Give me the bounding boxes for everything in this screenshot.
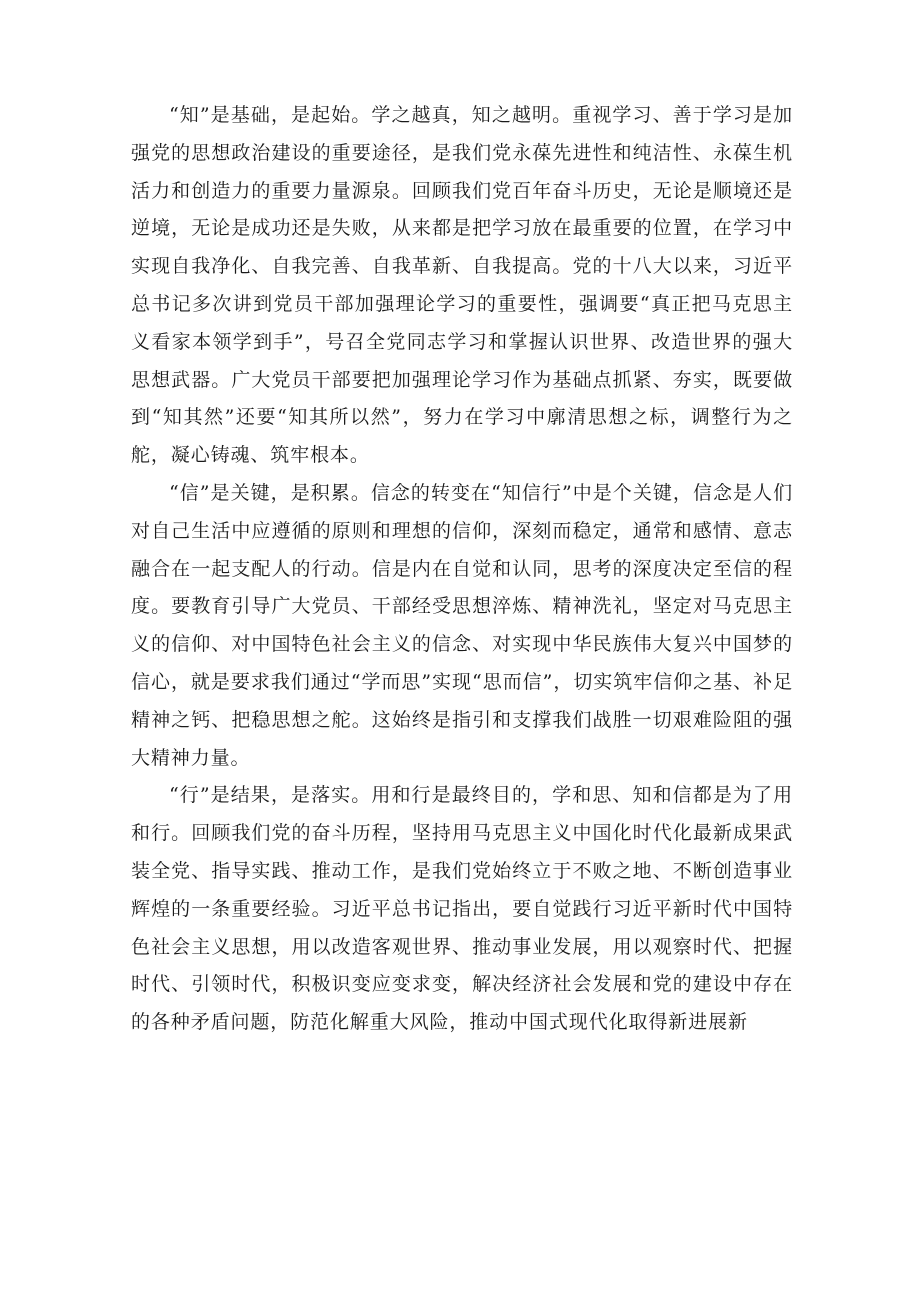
paragraph-knowledge: “知”是基础，是起始。学之越真，知之越明。重视学习、善于学习是加强党的思想政治建设的重要途径，是我们党永葆先进性和纯洁性、永葆生机活力和创造力的重要力量源泉。回顾我们党百年奋斗历史，无论是顺境还是逆境，无论是成功还是失败，从来都是把学习放在最重要的位置，在学习中实现自我净化、自我完善、自我革新、自我提高。党的十八大以来，习近平总书记多次讲到党员干部加强理论学习的重要性，强调要“真正把马克思主义看家本领学到手”，号召全党同志学习和掌握认识世界、改造世界的强大思想武器。广大党员干部要把加强理论学习作为基础点抓紧、夯实，既要做到“知其然”还要“知其所以然”，努力在学习中廓清思想之标，调整行为之舵，凝心铸魂、筑牢根本。 xyxy=(131,104,793,467)
paragraph-belief: “信”是关键，是积累。信念的转变在“知信行”中是个关键，信念是人们对自己生活中应遵循的原则和理想的信仰，深刻而稳定，通常和感情、意志融合在一起支配人的行动。信是内在自觉和认同，思考的深度决定至信的程度。要教育引导广大党员、干部经受思想淬炼、精神洗礼，坚定对马克思主义的信仰、对中国特色社会主义的信念、对实现中华民族伟大复兴中国梦的信心，就是要求我们通过“学而思”实现“思而信”，切实筑牢信仰之基、补足精神之钙、把稳思想之舵。这始终是指引和支撑我们战胜一切艰难险阻的强大精神力量。 xyxy=(131,481,793,769)
document-body xyxy=(131,97,793,1042)
paragraph-action: “行”是结果，是落实。用和行是最终目的，学和思、知和信都是为了用和行。回顾我们党的奋斗历程，坚持用马克思主义中国化时代化最新成果武装全党、指导实践、推动工作，是我们党始终立于不败之地、不断创造事业辉煌的一条重要经验。习近平总书记指出，要自觉践行习近平新时代中国特色社会主义思想，用以改造客观世界、推动事业发展，用以观察时代、把握时代、引领时代，积极识变应变求变，解决经济社会发展和党的建设中存在的各种矛盾问题，防范化解重大风险，推动中国式现代化取得新进展新 xyxy=(131,784,793,1034)
